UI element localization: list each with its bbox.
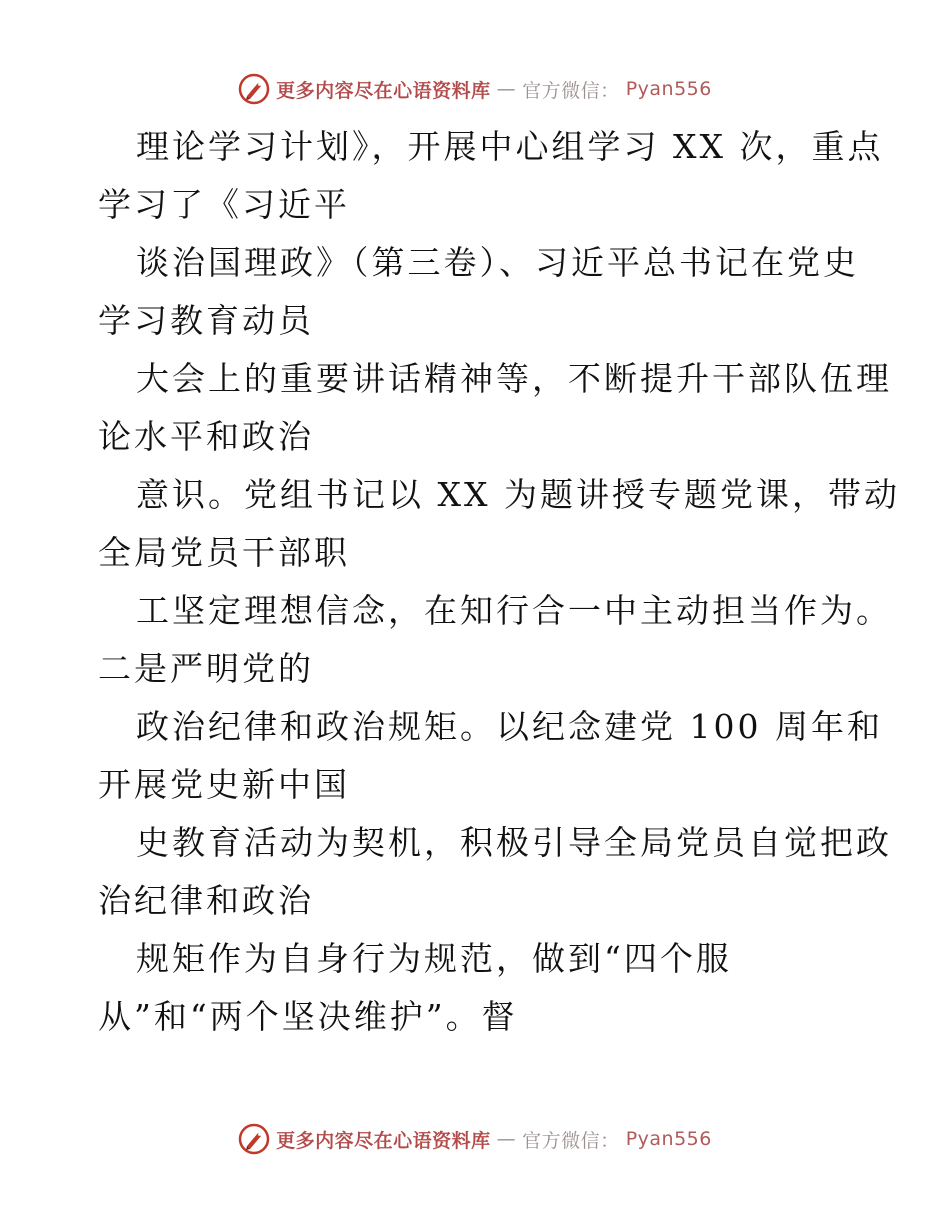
body-line: 规矩作为自身行为规范，做到“四个服 (136, 939, 732, 978)
header-watermark (0, 72, 950, 106)
body-line: 工坚定理想信念，在知行合一中主动担当作为。 (136, 591, 892, 630)
document-body (98, 118, 900, 1046)
watermark-title: 更多内容尽在心语资料库 (276, 1129, 491, 1152)
watermark-contact-id: Pyan556 (625, 78, 712, 100)
body-line: 谈治国理政》（第三卷）、习近平总书记在党史 (136, 243, 859, 282)
footer-watermark (0, 1122, 950, 1156)
pen-logo-icon (238, 1123, 270, 1155)
body-line: 理论学习计划》，开展中心组学习 XX 次，重点 (136, 127, 884, 166)
pen-logo-icon (238, 73, 270, 105)
body-line: 意识。党组书记以 XX 为题讲授专题党课，带动 (136, 475, 900, 514)
body-line: 学习教育动员 (98, 301, 314, 340)
watermark-contact-label: 官方微信： (522, 1129, 620, 1152)
watermark-title: 更多内容尽在心语资料库 (276, 79, 491, 102)
body-line: 史教育活动为契机，积极引导全局党员自觉把政 (136, 823, 892, 862)
body-line: 学习了《习近平 (98, 185, 350, 224)
body-line: 二是严明党的 (98, 649, 314, 688)
body-line: 从”和“两个坚决维护”。督 (98, 997, 518, 1036)
body-line: 全局党员干部职 (98, 533, 350, 572)
body-line: 开展党史新中国 (98, 765, 350, 804)
body-line: 论水平和政治 (98, 417, 314, 456)
body-line: 治纪律和政治 (98, 881, 314, 920)
watermark-contact-id: Pyan556 (625, 1128, 712, 1150)
watermark-contact-label: 官方微信： (522, 79, 620, 102)
watermark-separator: — (496, 78, 517, 100)
body-line: 大会上的重要讲话精神等，不断提升干部队伍理 (136, 359, 892, 398)
body-line: 政治纪律和政治规矩。以纪念建党 100 周年和 (136, 707, 883, 746)
watermark-separator: — (496, 1128, 517, 1150)
